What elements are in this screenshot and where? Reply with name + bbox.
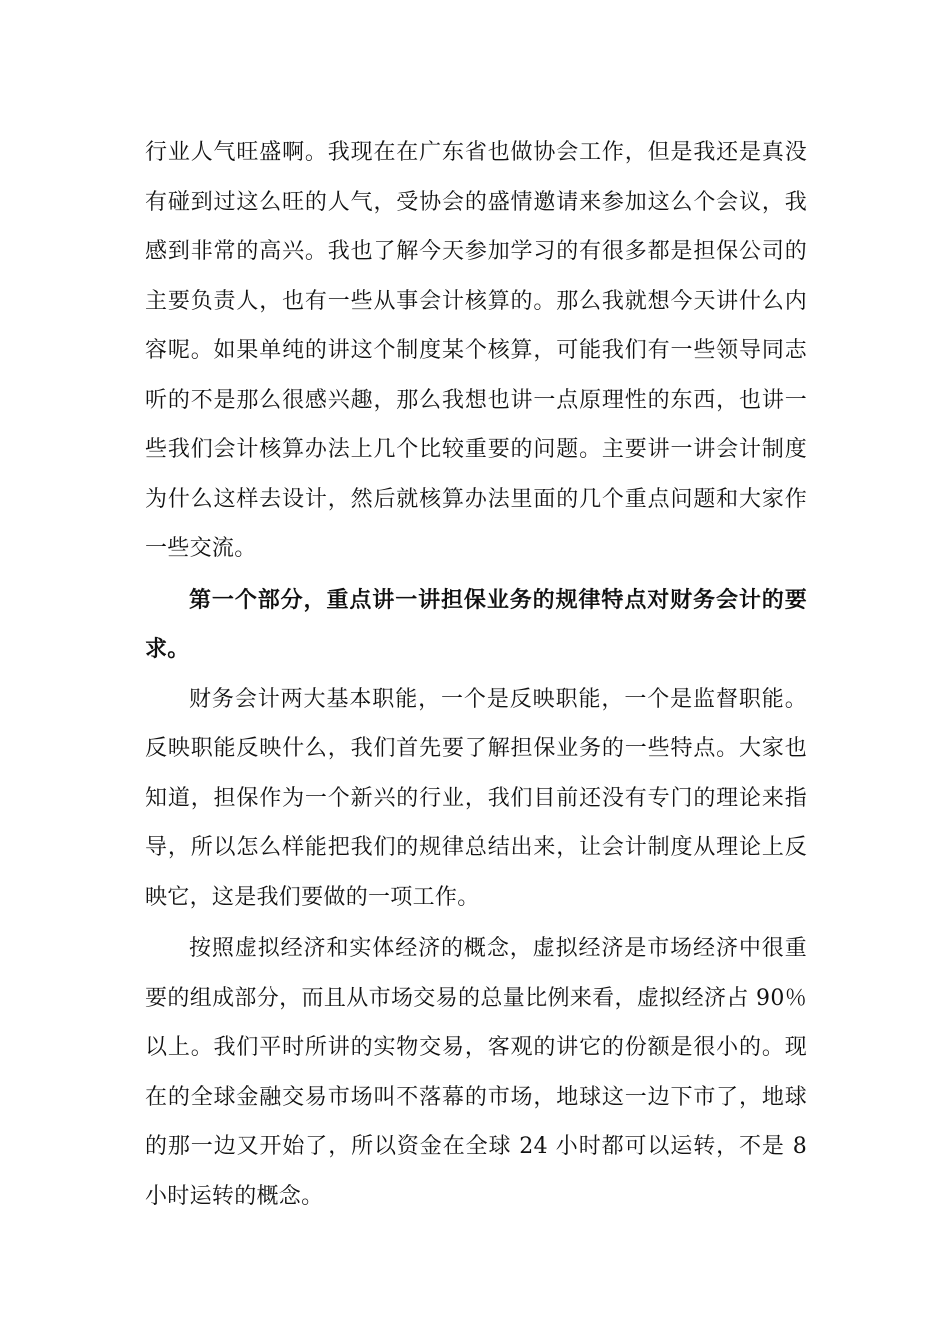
document-body (145, 128, 807, 1221)
body-paragraph: 财务会计两大基本职能，一个是反映职能，一个是监督职能。反映职能反映什么，我们首先要了解担保业务的一些特点。大家也知道，担保作为一个新兴的行业，我们目前还没有专门的理论来指导，所以怎么样能把我们的规律总结出来，让会计制度从理论上反映它，这是我们要做的一项工作。 (145, 686, 807, 910)
body-paragraph: 行业人气旺盛啊。我现在在广东省也做协会工作，但是我还是真没有碰到过这么旺的人气，受协会的盛情邀请来参加这么个会议，我感到非常的高兴。我也了解今天参加学习的有很多都是担保公司的主要负责人，也有一些从事会计核算的。那么我就想今天讲什么内容呢。如果单纯的讲这个制度某个核算，可能我们有一些领导同志听的不是那么很感兴趣，那么我想也讲一点原理性的东西，也讲一些我们会计核算办法上几个比较重要的问题。主要讲一讲会计制度为什么这样去设计，然后就核算办法里面的几个重点问题和大家作一些交流。 (145, 140, 807, 561)
section-heading: 第一个部分，重点讲一讲担保业务的规律特点对财务会计的要求。 (145, 586, 807, 662)
body-paragraph: 按照虚拟经济和实体经济的概念，虚拟经济是市场经济中很重要的组成部分，而且从市场交易的总量比例来看，虚拟经济占 90％以上。我们平时所讲的实物交易，客观的讲它的份额是很小的。现在的全球金融交易市场叫不落幕的市场，地球这一边下市了，地球的那一边又开始了，所以资金在全球 24 小时都可以运转，不是 8 小时运转的概念。 (145, 936, 807, 1209)
